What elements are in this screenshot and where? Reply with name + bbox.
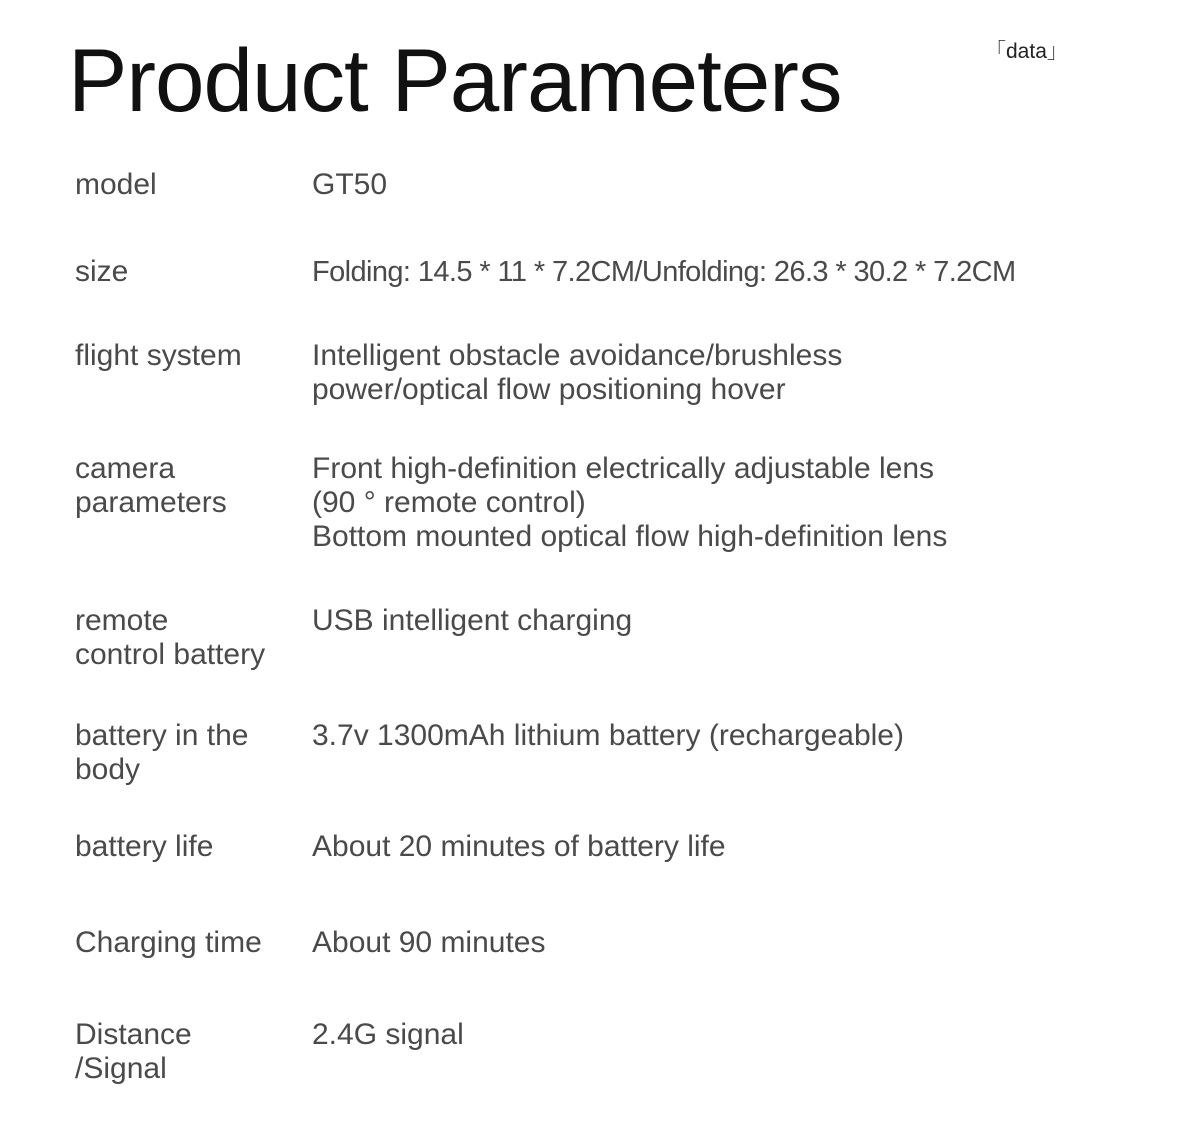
param-label: Distance /Signal — [75, 1018, 192, 1085]
param-label: flight system — [75, 339, 242, 372]
page-title: Product Parameters — [68, 30, 842, 130]
param-value: 2.4G signal — [312, 1018, 464, 1051]
title-tag: 「data」 — [985, 40, 1068, 63]
param-value: About 90 minutes — [312, 926, 546, 959]
param-value: About 20 minutes of battery life — [312, 830, 726, 863]
param-label: battery in the body — [75, 719, 249, 786]
param-label: camera parameters — [75, 452, 227, 519]
param-value: GT50 — [312, 168, 388, 201]
param-value: USB intelligent charging — [312, 604, 633, 637]
param-label: remote control battery — [75, 604, 266, 671]
param-value: Intelligent obstacle avoidance/brushless power/optical flow positioning hover — [312, 339, 843, 406]
param-value: Front high-definition electrically adjustable lens (90 ° remote control) Bottom mounted optical flow high-definition lens — [312, 452, 948, 553]
param-value: 3.7v 1300mAh lithium battery (rechargeable) — [312, 719, 904, 752]
param-label: Charging time — [75, 926, 262, 959]
param-value: Folding: 14.5 * 11 * 7.2CM/Unfolding: 26.3 * 30.2 * 7.2CM — [312, 256, 1016, 288]
param-label: size — [75, 255, 129, 288]
param-label: model — [75, 168, 157, 201]
param-label: battery life — [75, 830, 214, 863]
